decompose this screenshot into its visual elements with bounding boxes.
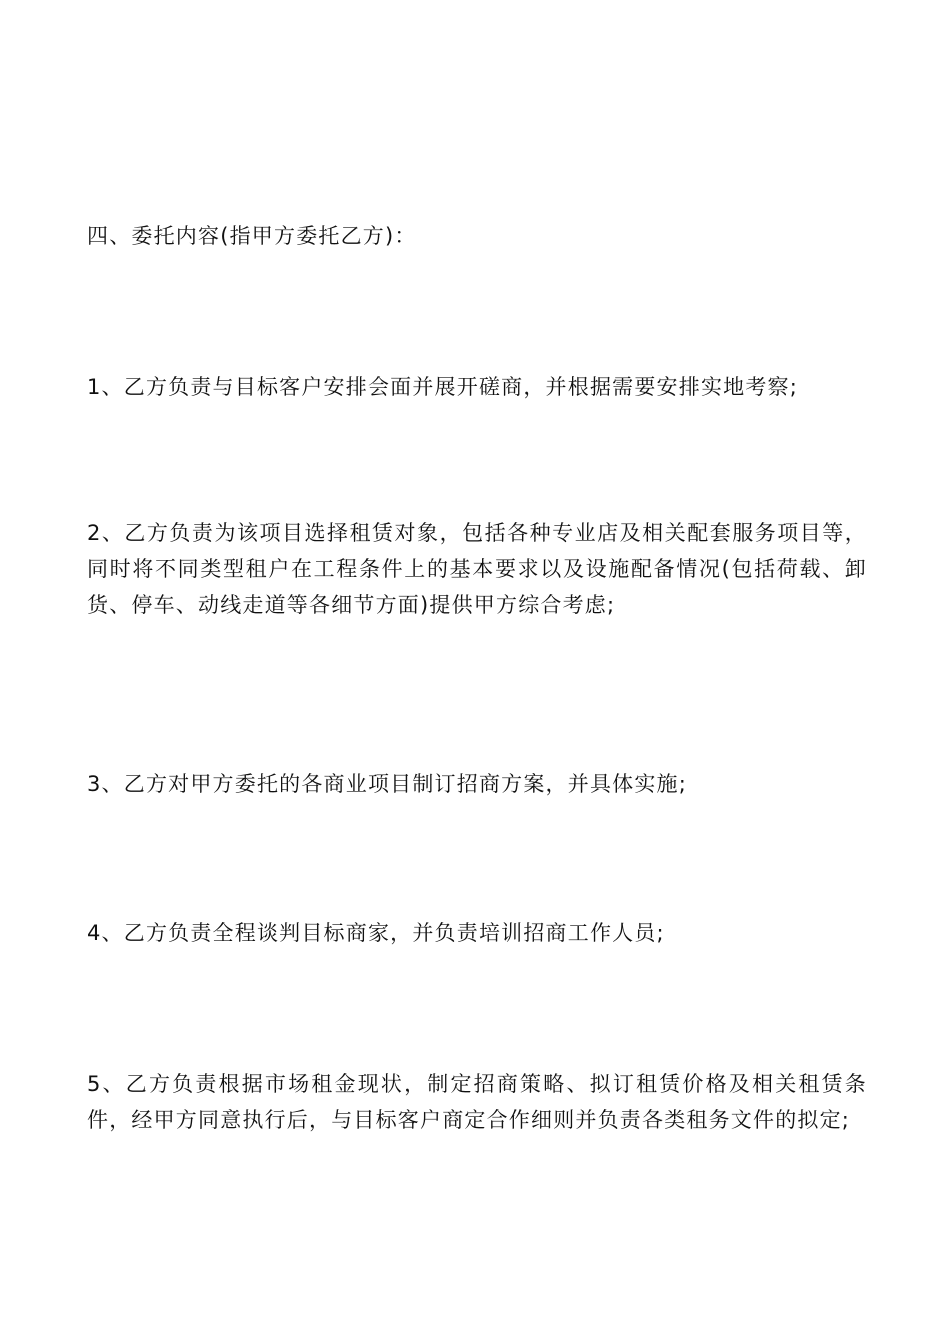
clause-item-2: 2、乙方负责为该项目选择租赁对象，包括各种专业店及相关配套服务项目等，同时将不同类型租户在工程条件上的基本要求以及设施配备情况(包括荷载、卸货、停车、动线走道等各细节方面)提供甲方综合考虑; (87, 521, 867, 617)
clause-item-3: 3、乙方对甲方委托的各商业项目制订招商方案，并具体实施; (87, 772, 688, 796)
section-heading: 四、委托内容(指甲方委托乙方)： (87, 224, 417, 248)
clause-item-1: 1、乙方负责与目标客户安排会面并展开磋商，并根据需要安排实地考察; (87, 375, 799, 399)
clause-item-5: 5、乙方负责根据市场租金现状，制定招商策略、拟订租赁价格及相关租赁条件，经甲方同意执行后，与目标客户商定合作细则并负责各类租务文件的拟定; (87, 1072, 867, 1132)
clause-item-4: 4、乙方负责全程谈判目标商家，并负责培训招商工作人员; (87, 921, 665, 945)
